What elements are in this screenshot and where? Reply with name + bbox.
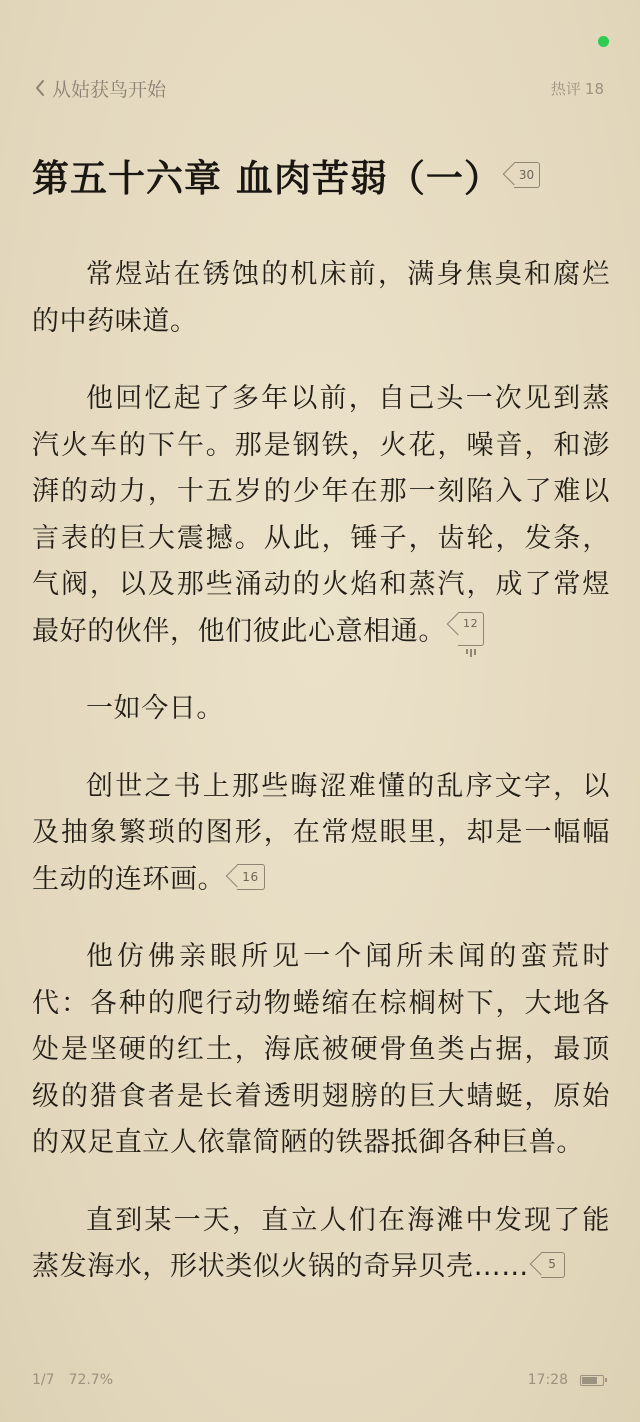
paragraph — [32, 686, 610, 733]
chevron-left-icon — [34, 79, 46, 97]
paragraph-comment-badge[interactable] — [237, 864, 264, 890]
paragraph — [32, 934, 610, 1167]
paragraph-comment-badge[interactable] — [458, 612, 484, 646]
clock: 17:28 — [527, 1372, 568, 1388]
status-indicator-dot — [598, 36, 609, 47]
paragraph-text: 创世之书上那些晦涩难懂的乱序文字，以及抽象繁琐的图形，在常煜眼里，却是一幅幅生动的连环画。 — [32, 770, 610, 895]
paragraph-text: 他仿佛亲眼所见一个闻所未闻的蛮荒时代：各种的爬行动物蜷缩在棕榈树下，大地各处是坚硬的红土，海底被硬骨鱼类占据，最顶级的猎食者是长着透明翅膀的巨大蜻蜓，原始的双足直立人依靠简陋的铁器抵御各种巨兽。 — [32, 941, 610, 1158]
paragraph-text: 常煜站在锈蚀的机床前，满身焦臭和腐烂的中药味道。 — [32, 259, 610, 337]
battery-icon — [580, 1375, 604, 1386]
paragraph-text: 他回忆起了多年以前，自己头一次见到蒸汽火车的下午。那是钢铁，火花，噪音，和澎湃的动力，十五岁的少年在那一刻陷入了难以言表的巨大震撼。从此，锤子，齿轮，发条，气阀，以及那些涌动的火焰和蒸汽，成了常煜最好的伙伴，他们彼此心意相通。 — [32, 383, 610, 647]
reading-progress: 72.7% — [68, 1372, 114, 1388]
paragraph — [32, 252, 610, 345]
top-bar — [34, 74, 604, 102]
chapter-comment-badge[interactable] — [514, 162, 540, 188]
paragraph-comment-count: 16 — [242, 869, 259, 884]
paragraph-comment-count: 5 — [548, 1257, 557, 1272]
paragraph — [32, 1198, 610, 1291]
paragraph — [32, 764, 610, 904]
chapter-body — [32, 252, 610, 1322]
back-button[interactable] — [34, 75, 166, 102]
chapter-header — [32, 148, 540, 202]
battery-level-fill — [582, 1377, 597, 1384]
reader-footer — [32, 1372, 604, 1388]
paragraph-text: 一如今日。 — [86, 693, 224, 724]
hot-bars-icon — [466, 649, 476, 657]
page-indicator: 1/7 — [32, 1372, 55, 1388]
book-title: 从姑获鸟开始 — [52, 78, 167, 101]
paragraph-comment-badge[interactable] — [541, 1252, 565, 1278]
chapter-comment-count: 30 — [518, 168, 535, 182]
hot-comments-count: 18 — [584, 79, 604, 98]
chapter-title: 第五十六章 血肉苦弱（一） — [32, 157, 502, 200]
hot-comments-label: 热评 — [550, 79, 581, 98]
paragraph-comment-count: 12 — [463, 616, 479, 630]
paragraph-text: 直到某一天，直立人们在海滩中发现了能蒸发海水，形状类似火锅的奇异贝壳…… — [32, 1204, 610, 1282]
hot-comments-button[interactable] — [551, 78, 604, 99]
paragraph — [32, 376, 610, 655]
